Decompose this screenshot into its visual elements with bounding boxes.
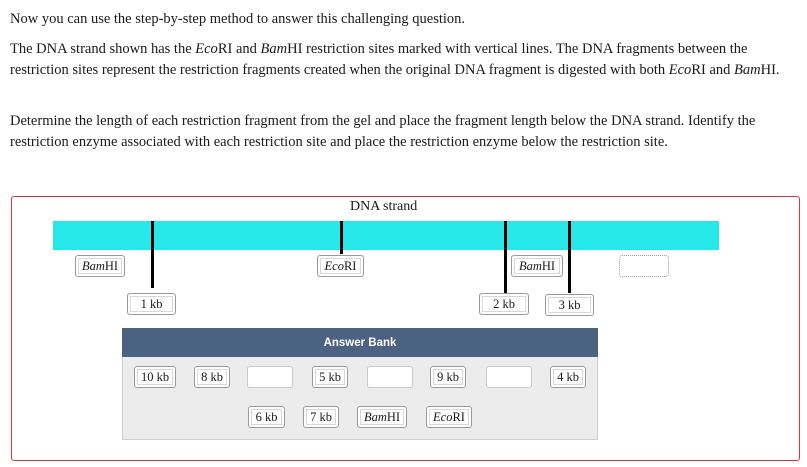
bank-chip-9kb[interactable]: 9 kb xyxy=(430,366,466,388)
bank-chip-7kb[interactable]: 7 kb xyxy=(303,406,339,428)
restriction-site-line-1 xyxy=(151,221,154,288)
site-enzyme-drop-target[interactable] xyxy=(619,255,669,277)
restriction-site-line-4 xyxy=(568,221,571,293)
bank-chip-6kb[interactable]: 6 kb xyxy=(248,406,285,428)
bank-chip-5kb[interactable]: 5 kb xyxy=(312,366,348,388)
dna-strand-label: DNA strand xyxy=(350,199,418,214)
site-enzyme-bamhi[interactable]: Bam HI xyxy=(511,255,563,277)
intro-text: Now you can use the step-by-step method to answer this challenging question. xyxy=(10,11,466,27)
bank-chip-8kb[interactable]: 8 kb xyxy=(194,366,230,388)
bank-chip-bamhi[interactable]: Bam HI xyxy=(357,406,407,428)
bank-chip-ecori[interactable]: Eco RI xyxy=(426,406,472,428)
restriction-site-line-3 xyxy=(504,221,507,293)
bank-chip-10kb[interactable]: 10 kb xyxy=(134,366,176,388)
fragment-length-1[interactable]: 1 kb xyxy=(127,293,176,315)
fragment-length-4[interactable]: 2 kb xyxy=(479,293,529,315)
fragment-length-5[interactable]: 3 kb xyxy=(545,294,594,316)
question-paragraph-2: Determine the length of each restriction fragment from the gel and place the fragment length below the DNA strand. Identify the restriction enzyme associated with each restriction site and place the restriction enzyme below the restriction site. xyxy=(10,113,756,150)
site-enzyme-ecori[interactable]: Eco RI xyxy=(317,255,364,277)
bank-empty-slot xyxy=(486,366,532,388)
bank-empty-slot xyxy=(367,366,413,388)
site-enzyme-bamhi[interactable]: Bam HI xyxy=(75,255,125,277)
question-paragraph-1: The DNA strand shown has the EcoRI and BamHI restriction sites marked with vertical lines. The DNA fragments between the restriction sites represent the restriction fragments created when the original DNA fragment is digested with both EcoRI and BamHI. xyxy=(10,41,780,78)
bank-chip-4kb[interactable]: 4 kb xyxy=(550,366,586,388)
answer-bank-title: Answer Bank xyxy=(122,328,598,357)
bank-empty-slot xyxy=(247,366,293,388)
restriction-site-line-2 xyxy=(340,221,343,254)
